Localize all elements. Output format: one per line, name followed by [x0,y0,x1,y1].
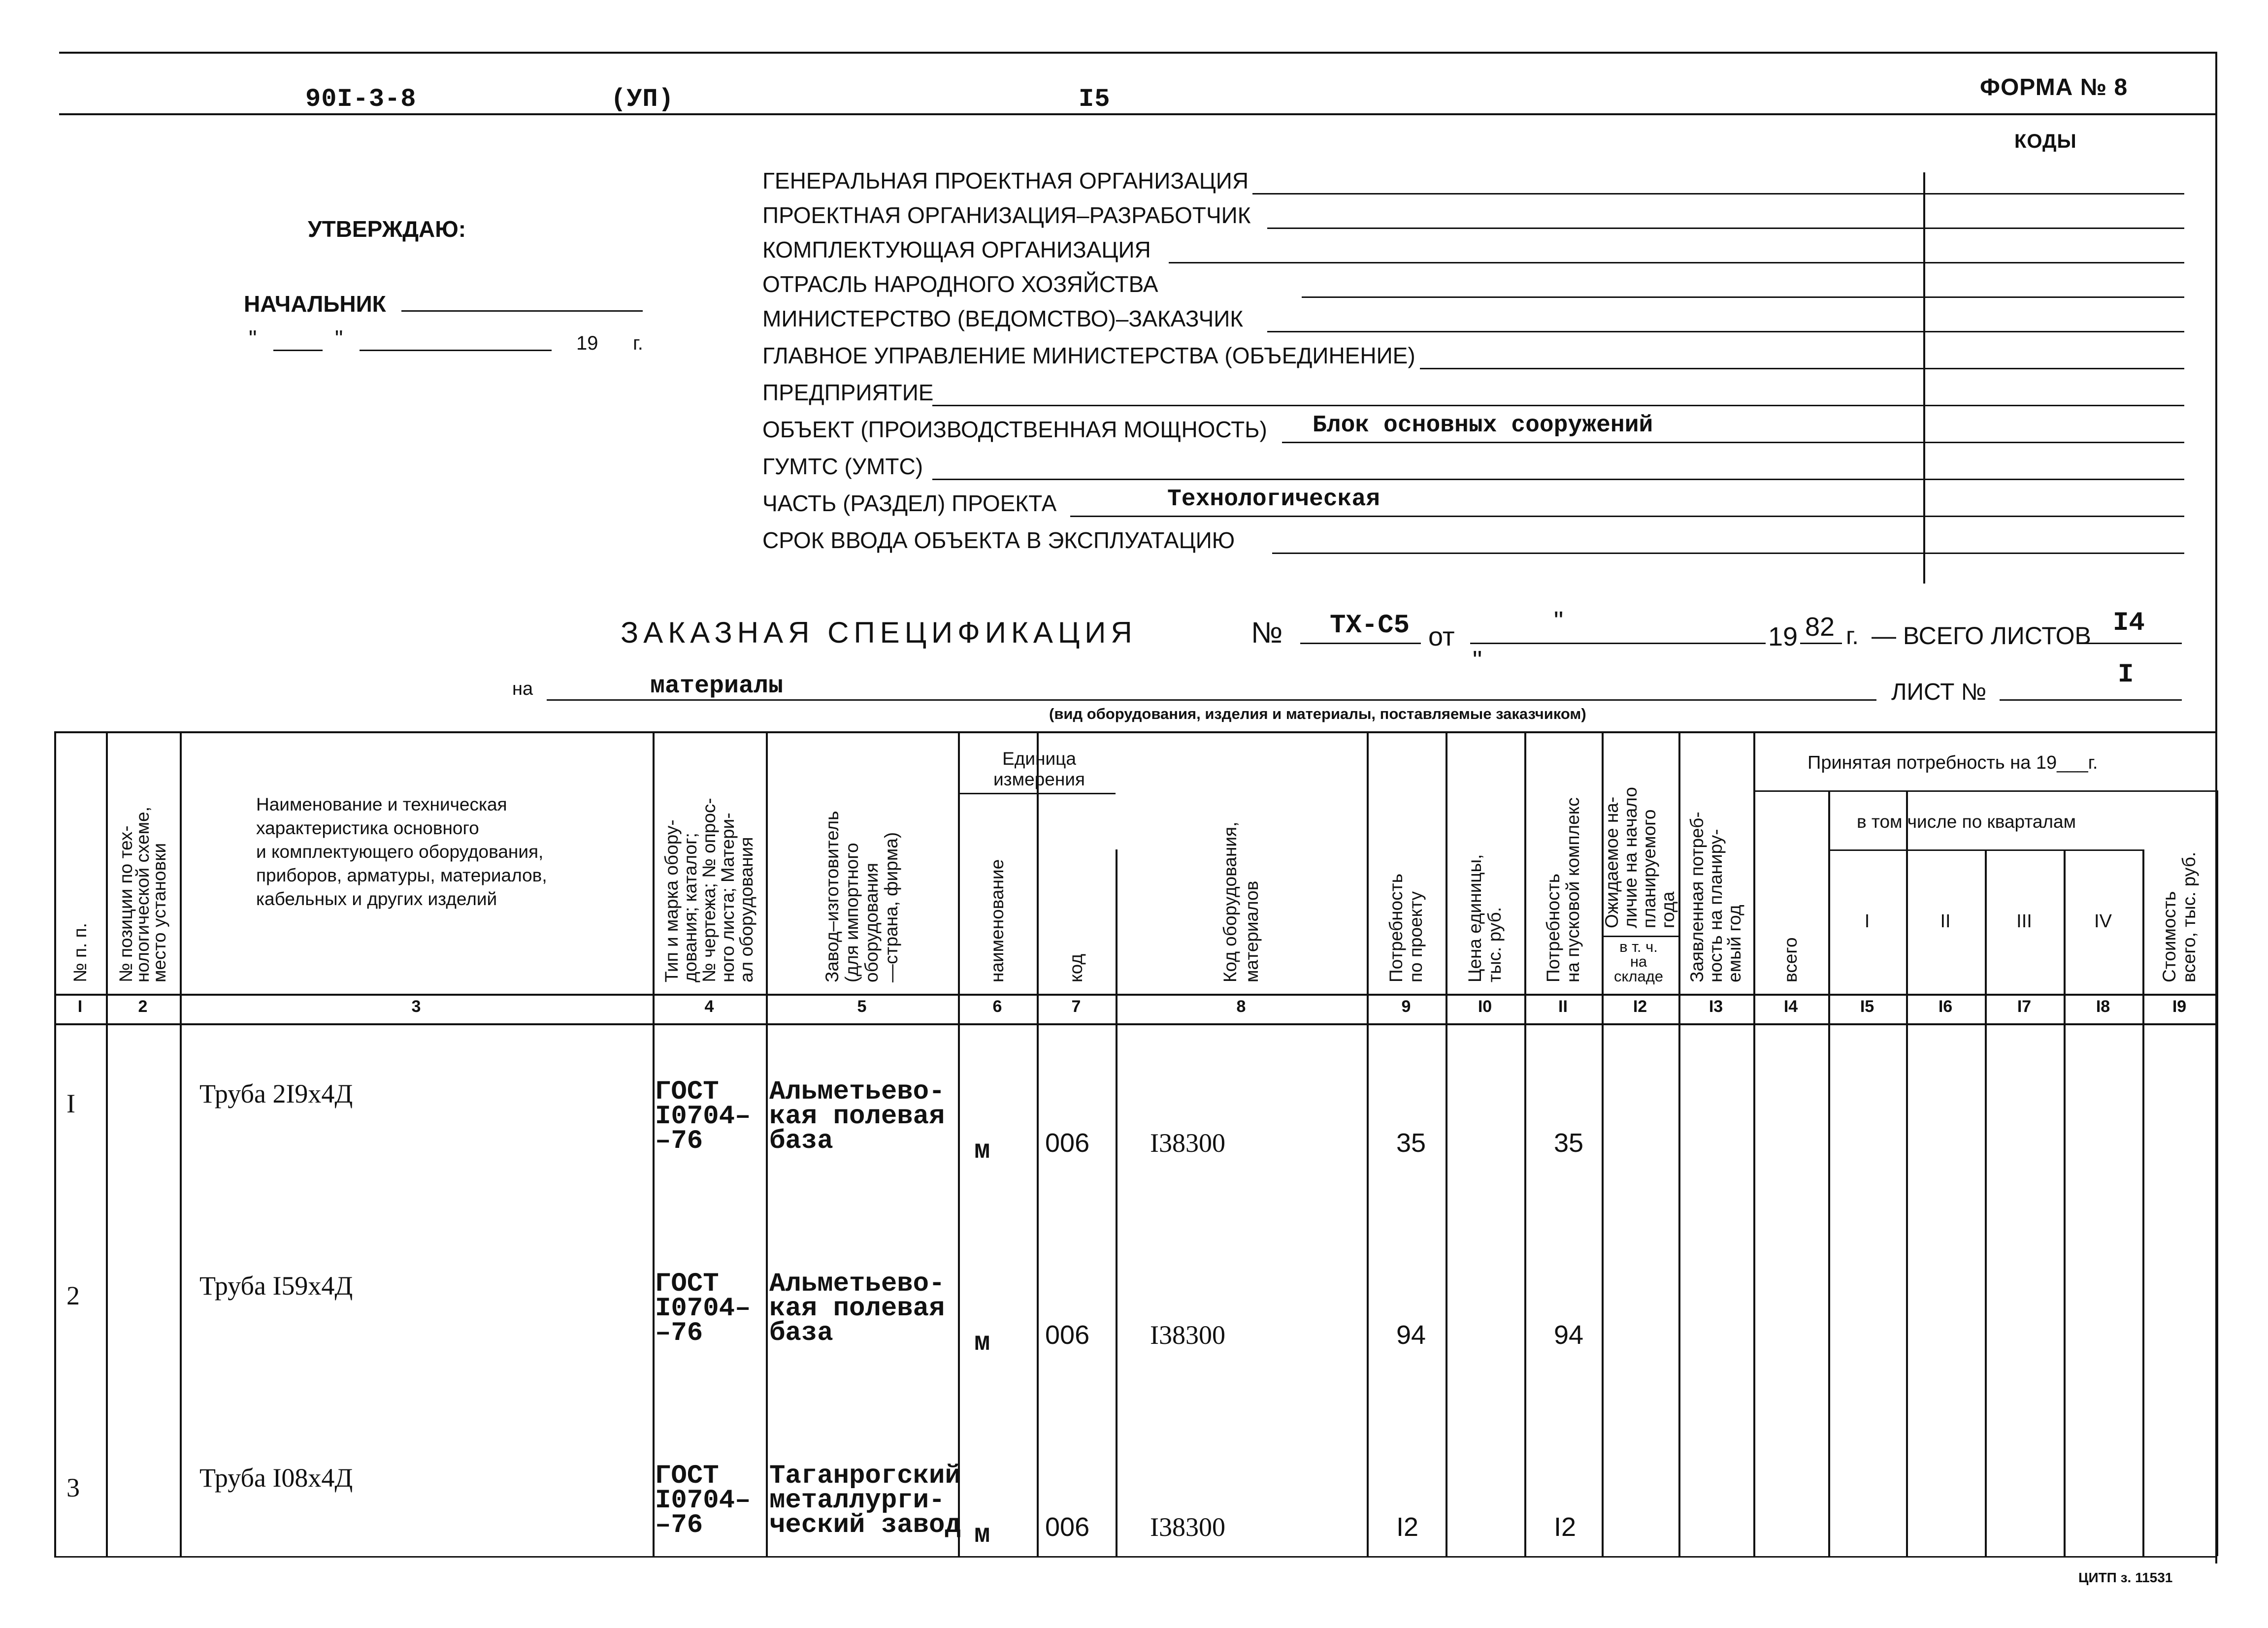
rotated-header-c12 [1603,787,1677,928]
spec-subject-hint: (вид оборудования, изделия и материалы, поставляемые заказчиком) [1049,705,1586,722]
column-line [653,731,655,1556]
rotated-header-line: наименование [987,859,1007,982]
column-number: 8 [1236,997,1246,1016]
org-field-label: СРОК ВВОДА ОБЪЕКТА В ЭКСПЛУАТАЦИЮ [762,527,1235,553]
org-field-label: ОБЪЕКТ (ПРОИЗВОДСТВЕННАЯ МОЩНОСТЬ) [762,417,1267,442]
spec-total-sheets: I4 [2113,608,2145,638]
org-field-value: Блок основных сооружений [1313,412,1653,439]
unit-group-line-2: измерения [993,769,1085,789]
org-field-line [1070,516,1923,517]
org-field-line [1272,553,1923,554]
item-type: –76 [655,1126,703,1156]
form-label: ФОРМА № 8 [1980,74,2128,100]
org-field-label: ГЕНЕРАЛЬНАЯ ПРОЕКТНАЯ ОРГАНИЗАЦИЯ [762,168,1249,194]
row-number: 2 [66,1281,80,1310]
org-code-line [1923,442,2184,443]
item-name: Труба I59х4Д [199,1271,353,1301]
item-maker: Альметьево- [769,1269,945,1299]
column-number: 6 [992,997,1002,1016]
rotated-header-line: Завод–изготовитель [822,811,842,982]
approve-label: УТВЕРЖДАЮ: [308,216,466,242]
item-code: I38300 [1150,1512,1225,1542]
date-day-line [273,350,323,351]
rotated-header-c8 [1219,822,1263,982]
org-code-line [1923,368,2184,369]
item-code: I38300 [1150,1128,1225,1158]
rotated-header-line: планируемого [1639,809,1659,928]
item-need: 35 [1396,1128,1426,1158]
doc-section: (УП) [611,85,674,114]
rotated-header-c6 [987,859,1007,982]
org-field-label: ЧАСТЬ (РАЗДЕЛ) ПРОЕКТА [762,490,1057,516]
rotated-header-line: года [1658,891,1678,928]
rotated-header-line: Заявленная потреб- [1687,812,1707,982]
column-line [1524,731,1526,1556]
item-start: I2 [1554,1512,1577,1542]
c12-sub-line-3: складе [1613,968,1664,985]
rotated-header-line: оборудования [861,863,882,982]
accepted-line [1753,790,2216,792]
rotated-header-line: Код оборудования, [1220,821,1240,982]
spec-year-line [1800,643,1842,644]
column-line [1367,731,1369,1556]
spec-for-label: на [512,679,533,699]
rotated-header-line: нологической схеме, [132,807,153,982]
org-field-line [1169,262,1923,263]
column-number: I2 [1633,997,1647,1016]
org-code-line [1923,228,2184,229]
item-start: 94 [1554,1320,1584,1350]
spec-total-label: — ВСЕГО ЛИСТОВ [1872,622,2091,650]
accepted-header: Принятая потребность на 19___г. [1808,752,2098,773]
column-number: I8 [2096,997,2110,1016]
date-quote-close: " [335,326,343,351]
c12-sub-line-1: в т. ч. [1619,938,1658,955]
rotated-header-line: место установки [149,843,169,982]
rotated-header-line: (для импортного [842,843,862,982]
rotated-header-c4 [662,798,756,982]
item-type: –76 [655,1510,703,1540]
page-number: I5 [1079,85,1111,114]
item-unit: м [974,1520,990,1550]
item-type: ГОСТ [655,1461,719,1491]
item-type: I0704– [655,1102,751,1132]
spec-subject: материалы [650,672,784,700]
item-maker: кая полевая [769,1294,945,1324]
item-maker: Альметьево- [769,1077,945,1107]
column-line [958,731,960,1556]
column-number: I0 [1478,997,1492,1016]
rotated-header-line: дования; каталог; [680,833,700,982]
rotated-header-line: № чертежа; № опрос- [699,798,719,982]
c3-line-5: кабельных и других изделий [256,889,497,909]
column-number: I3 [1709,997,1723,1016]
quarter-label-1: I [1864,911,1870,932]
row-number: I [66,1089,75,1118]
org-field-line [932,479,1923,480]
column-number: 3 [411,997,421,1016]
column-line [54,731,56,1556]
column-line [2216,790,2218,1556]
c12-sub-line-2: на [1630,953,1647,970]
row-number: 3 [66,1473,80,1502]
header-bottom [54,994,2216,996]
item-maker: кая полевая [769,1102,945,1132]
column-number: 9 [1401,997,1411,1016]
spec-sheet-label: ЛИСТ № [1891,679,1987,705]
c3-line-1: Наименование и техническая [256,794,507,814]
numbers-bottom [54,1023,2216,1025]
org-field-line [1302,296,1923,298]
org-field-line [1420,368,1923,369]
org-code-line [1923,405,2184,406]
date-quote-open: " [249,326,257,351]
quarter-label-3: III [2016,911,2032,932]
table-bottom [54,1556,2216,1558]
quarter-label-4: IV [2094,911,2112,932]
quarter-line [2064,849,2066,1556]
item-type: ГОСТ [655,1077,719,1107]
rotated-header-c9 [1386,874,1426,982]
rotated-header-c1 [70,923,90,982]
rotated-header-c13 [1688,812,1744,982]
item-unit: м [974,1328,990,1358]
spec-sheet-line [2000,699,2182,701]
item-unit: м [974,1136,990,1166]
rotated-header-line: —страна, фирма) [881,832,901,982]
item-code: I38300 [1150,1320,1225,1350]
org-field-line [1252,193,1923,195]
quarter-label-2: II [1940,911,1951,932]
column-line [766,731,768,1556]
column-line [1446,731,1447,1556]
rotated-header-line: Цена единицы, [1465,854,1485,982]
org-field-label: КОМПЛЕКТУЮЩАЯ ОРГАНИЗАЦИЯ [762,237,1151,262]
item-type: I0704– [655,1294,751,1324]
rotated-header-line: Потребность [1543,874,1563,982]
quarters-header: в том числе по кварталам [1857,812,2076,832]
footer-stamp: ЦИТП з. 11531 [2078,1570,2173,1585]
rotated-header-line: по проекту [1406,891,1426,982]
column-line [1828,790,1830,1556]
org-code-line [1923,553,2184,554]
rotated-header-line: всего [1780,937,1801,982]
column-number: 2 [138,997,148,1016]
item-type: I0704– [655,1486,751,1516]
date-month-line [360,350,552,351]
rotated-header-c5 [822,811,901,982]
c3-header [256,793,547,911]
item-name: Труба I08х4Д [199,1463,353,1493]
org-field-label: ГУМТС (УМТС) [762,454,923,479]
item-maker: база [769,1126,833,1156]
item-unit-code: 006 [1045,1512,1090,1542]
doc-number: 90I-3-8 [305,85,417,114]
spec-title: ЗАКАЗНАЯ СПЕЦИФИКАЦИЯ [621,616,1137,649]
item-maker: Таганрогский [769,1461,961,1491]
rotated-header-c14 [1781,937,1801,982]
rotated-header-line: личие на начало [1620,787,1641,928]
column-line [1678,731,1680,1556]
org-field-label: МИНИСТЕРСТВО (ВЕДОМСТВО)–ЗАКАЗЧИК [762,306,1244,331]
rotated-header-line: Потребность [1386,874,1406,982]
unit-split [1037,793,1039,1556]
spec-year-prefix: 19 [1768,622,1798,651]
c12-sub-line [1602,936,1678,937]
item-maker: ческий завод [769,1510,961,1540]
spec-year-suffix: г. [1846,622,1859,650]
org-code-line [1923,331,2184,332]
rotated-header-line: тыс. руб. [1484,907,1505,982]
rotated-header-line: Тип и марка обору- [661,819,682,982]
c3-line-3: и комплектующего оборудования, [256,842,544,862]
org-field-line [1282,442,1923,443]
unit-group-header [960,749,1118,790]
item-maker: металлурги- [769,1486,945,1516]
column-line [106,731,108,1556]
rotated-header-line: код [1066,954,1086,982]
item-type: –76 [655,1318,703,1348]
spec-quote-close: " [1473,646,1482,675]
item-type: ГОСТ [655,1269,719,1299]
approval-year-suffix: г. [633,332,643,354]
quarter-line [1985,849,1987,1556]
column-line [180,731,182,1556]
item-need: 94 [1396,1320,1426,1350]
spec-no-label: № [1251,616,1283,649]
spec-number-line [1300,643,1421,644]
column-line [1753,731,1755,1556]
column-number: I7 [2017,997,2032,1016]
column-number: I9 [2172,997,2187,1016]
rotated-header-line: всего, тыс. руб. [2179,851,2199,982]
column-number: I5 [1860,997,1874,1016]
spec-subject-line [547,699,1876,701]
rotated-header-c7 [1066,954,1086,982]
org-field-line [1267,228,1923,229]
rotated-header-line: ал оборудования [736,837,756,982]
rotated-header-c11 [1544,797,1583,982]
rotated-header-line: ность на планиру- [1706,829,1726,982]
quarter-line [1906,849,1908,1556]
item-maker: база [769,1318,833,1348]
c3-line-2: характеристика основного [256,818,479,838]
spec-total-line [2083,643,2182,644]
org-code-line [1923,262,2184,263]
rotated-header-line: ного листа; Матери- [718,813,738,982]
table-top [54,731,2216,733]
approval-year: 19 [576,332,598,354]
column-number: 7 [1071,997,1081,1016]
column-line [1116,849,1118,1556]
item-name: Труба 2I9х4Д [199,1079,353,1108]
rotated-header-line: на пусковой комплекс [1562,797,1583,982]
item-unit-code: 006 [1045,1320,1090,1350]
rotated-header-line: Стоимость [2159,891,2179,982]
rotated-header-c2 [118,807,168,982]
unit-group-line-1: Единица [1002,749,1076,769]
column-number: 4 [704,997,714,1016]
spec-date-line [1470,643,1766,644]
column-line [2142,849,2144,1556]
codes-divider [1923,172,1925,584]
org-code-line [1923,479,2184,480]
org-code-line [1923,296,2184,298]
item-need: I2 [1396,1512,1419,1542]
frame-top [59,52,2216,54]
org-field-label: ГЛАВНОЕ УПРАВЛЕНИЕ МИНИСТЕРСТВА (ОБЪЕДИНЕНИЕ) [762,343,1415,368]
org-field-value: Технологическая [1167,486,1381,513]
org-field-label: ПРЕДПРИЯТИЕ [762,380,934,405]
org-field-line [932,405,1923,406]
column-number: 5 [857,997,867,1016]
rotated-header-line: Ожидаемое на- [1602,796,1622,928]
item-unit-code: 006 [1045,1128,1090,1158]
rotated-header-line: материалов [1242,880,1262,982]
chief-label: НАЧАЛЬНИК [244,291,386,317]
item-start: 35 [1554,1128,1584,1158]
rotated-header-c19 [2160,852,2199,982]
org-code-line [1923,193,2184,195]
codes-label: КОДЫ [2014,130,2077,152]
spec-sheet-number: I [2118,660,2134,690]
rotated-header-line: № позиции по тех- [116,825,136,982]
spec-quote-open: " [1554,606,1564,636]
rotated-header-line: емый год [1724,905,1744,982]
rotated-header-line: № п. п. [69,923,90,982]
column-number: II [1558,997,1568,1016]
column-number: I4 [1783,997,1798,1016]
org-field-label: ПРОЕКТНАЯ ОРГАНИЗАЦИЯ–РАЗРАБОТЧИК [762,202,1251,228]
spec-number: ТХ-С5 [1330,611,1410,641]
org-field-label: ОТРАСЛЬ НАРОДНОГО ХОЗЯЙСТВА [762,271,1158,297]
spec-year-value: 82 [1805,612,1835,642]
chief-line [401,310,643,312]
c3-line-4: приборов, арматуры, материалов, [256,865,547,885]
column-number: I [77,997,83,1016]
spec-from-label: от [1428,622,1455,651]
org-field-line [1267,331,1923,332]
c12-sub-header [1602,940,1676,984]
rotated-header-c10 [1465,854,1505,982]
column-number: I6 [1938,997,1953,1016]
org-code-line [1923,516,2184,517]
